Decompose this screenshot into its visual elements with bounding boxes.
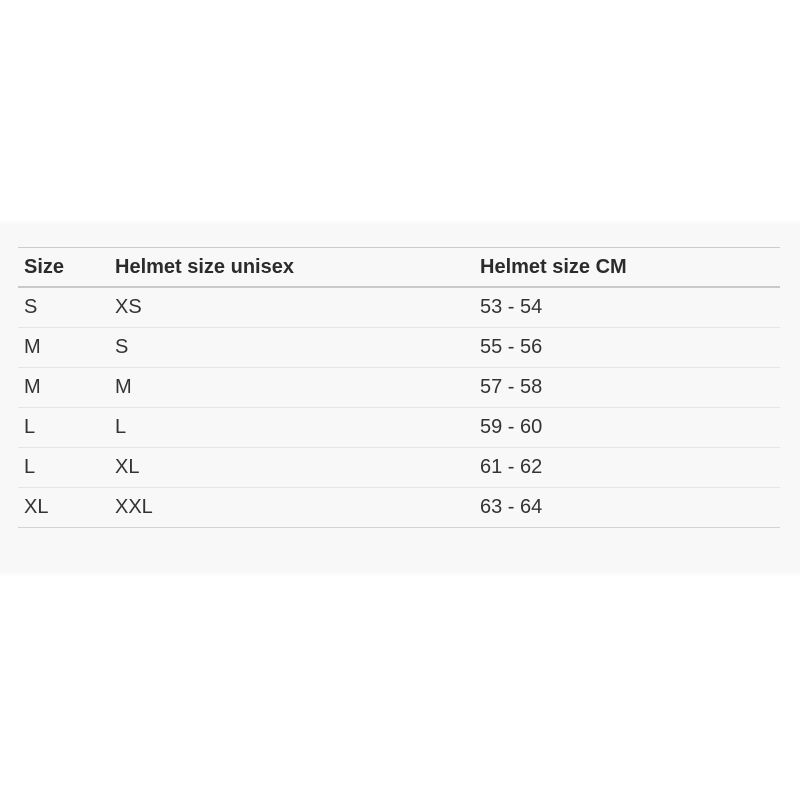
cell-helmet-size-unisex: S (109, 328, 474, 368)
table-row (18, 488, 780, 528)
table-row (18, 368, 780, 408)
cell-size: XL (18, 488, 109, 528)
cell-size: S (18, 287, 109, 328)
column-header-size: Size (18, 248, 109, 288)
column-header-helmet-size-cm: Helmet size CM (474, 248, 780, 288)
cell-helmet-size-unisex: L (109, 408, 474, 448)
cell-helmet-size-cm: 53 - 54 (474, 287, 780, 328)
table-row (18, 448, 780, 488)
table-row (18, 287, 780, 328)
cell-helmet-size-unisex: XL (109, 448, 474, 488)
cell-size: L (18, 408, 109, 448)
cell-size: M (18, 328, 109, 368)
cell-size: M (18, 368, 109, 408)
cell-helmet-size-cm: 55 - 56 (474, 328, 780, 368)
helmet-size-chart-table (18, 247, 780, 528)
cell-helmet-size-cm: 57 - 58 (474, 368, 780, 408)
cell-helmet-size-cm: 59 - 60 (474, 408, 780, 448)
cell-helmet-size-cm: 63 - 64 (474, 488, 780, 528)
cell-helmet-size-unisex: XS (109, 287, 474, 328)
table-row (18, 328, 780, 368)
cell-helmet-size-unisex: M (109, 368, 474, 408)
cell-helmet-size-unisex: XXL (109, 488, 474, 528)
cell-helmet-size-cm: 61 - 62 (474, 448, 780, 488)
table-header-row (18, 248, 780, 288)
column-header-helmet-size-unisex: Helmet size unisex (109, 248, 474, 288)
cell-size: L (18, 448, 109, 488)
table-row (18, 408, 780, 448)
